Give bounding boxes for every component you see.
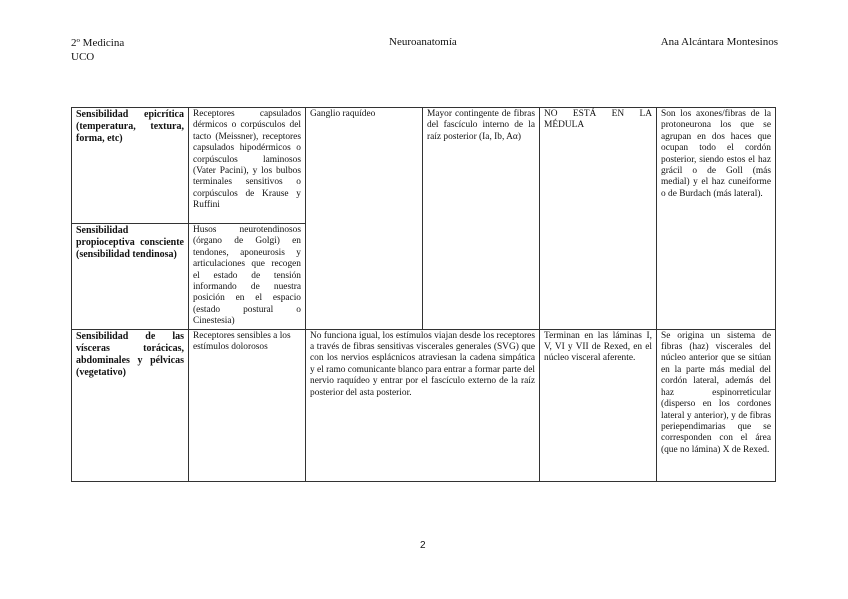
row1-medulla: NO ESTÁ EN LA MÉDULA	[540, 108, 657, 330]
row3-description: Se origina un sistema de fibras (haz) viscerales del núcleo anterior que se sitúan en la parte más medial del cordón lateral, además del haz espinorreticular (disperso en los cordones lateral y anterior), y de fibras periependimarias que se corresponden con el área (que no lámina) X de Rexed.	[657, 329, 776, 481]
row2-category: Sensibilidad propioceptiva consciente (sensibilidad tendinosa)	[72, 224, 189, 330]
sensitivity-table	[71, 107, 776, 482]
row1-contingent: Mayor contingente de fibras del fascículo interno de la raíz posterior (Ia, Ib, Aα)	[423, 108, 540, 330]
header-author: Ana Alcántara Montesinos	[660, 36, 778, 48]
header-course: 2º Medicina	[71, 37, 125, 49]
row1-description: Son los axones/fibras de la protoneurona los que se agrupan en dos haces que ocupan todo el cordón posterior, siendo estos el haz grácil o de Goll (más medial) y el haz cuneiforme o de Burdach (más lateral).	[657, 108, 776, 330]
table-row	[72, 329, 776, 481]
row3-pathway: No funciona igual, los estímulos viajan desde los receptores a través de fibras sensitivas viscerales generales (SVG) que con los nervios esplácnicos atraviesan la cadena simpática y el ramo comunicante blanco para entrar a formar parte del nervio raquídeo y entrar por el fascículo externo de la raíz posterior del asta posterior.	[306, 329, 540, 481]
header-university: UCO	[71, 51, 95, 63]
page-number: 2	[420, 540, 426, 551]
row3-receptors: Receptores sensibles a los estímulos dolorosos	[189, 329, 306, 481]
row2-receptors: Husos neurotendinosos (órgano de Golgi) en tendones, aponeurosis y articulaciones que recogen el estado de tensión informando de nuestra posición en el espacio (estado postural o Cinestesia)	[189, 224, 306, 330]
row1-receptors: Receptores capsulados dérmicos o corpúsculos del tacto (Meissner), receptores capsulados hipodérmicos o corpúsculos laminosos (Vater Pacini), y los bulbos terminales sensitivos o corpúsculos de Krause y Ruffini	[189, 108, 306, 224]
row1-category: Sensibilidad epicrítica (temperatura, textura, forma, etc)	[72, 108, 189, 224]
header-left	[71, 36, 124, 64]
row3-laminae: Terminan en las láminas I, V, VI y VII de Rexed, en el núcleo visceral aferente.	[540, 329, 657, 481]
row1-ganglion: Ganglio raquídeo	[306, 108, 423, 330]
row3-category: Sensibilidad de las vísceras torácicas, abdominales y pélvicas (vegetativo)	[72, 329, 189, 481]
table-row	[72, 108, 776, 224]
header-subject: Neuroanatomía	[389, 36, 457, 48]
